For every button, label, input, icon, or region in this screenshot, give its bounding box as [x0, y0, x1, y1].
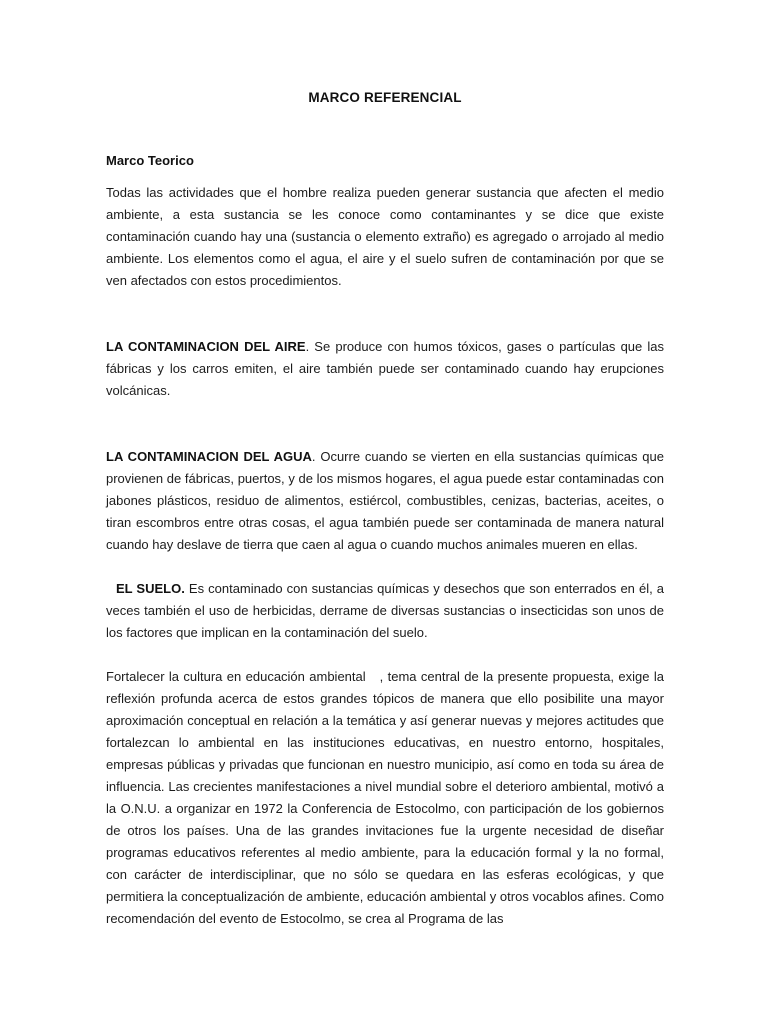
paragraph-contaminacion-aire [106, 292, 664, 402]
paragraph-contaminacion-agua [106, 402, 664, 556]
page-title: MARCO REFERENCIAL [308, 90, 462, 105]
paragraph-cierre-part-1: Fortalecer la cultura en educación ambiental [106, 669, 366, 684]
paragraph-cierre [106, 644, 664, 930]
document-text-column [106, 0, 664, 930]
run-in-heading-agua: LA CONTAMINACION DEL AGUA [106, 449, 312, 464]
paragraph-marco-teorico: Todas las actividades que el hombre realiza pueden generar sustancia que afecten el medio ambiente, a esta sustancia se les conoce como contaminantes y se dice que existe contaminación cuando hay una (sustancia o elemento extraño) es agregado o arrojado al medio ambiente. Los elementos como el agua, el aire y el suelo sufren de contaminación por que se ven afectados con estos procedimientos. [106, 185, 664, 288]
paragraph-aire-body: . Se produce con humos tóxicos, gases o partículas que las fábricas y los carros emiten, el aire también puede ser contaminado cuando hay erupciones volcánicas. [106, 339, 665, 398]
run-in-heading-aire: LA CONTAMINACION DEL AIRE [106, 339, 306, 354]
paragraph-agua-body: . Ocurre cuando se vierten en ella sustancias químicas que provienen de fábricas, puertos, y de los mismos hogares, el agua puede estar contaminadas con jabones plásticos, residuo de alimentos, estiércol, combustibles, cenizas, bacterias, aceites, o tiran escombros entre otras cosas, el agua también puede ser contaminada de manera natural cuando hay deslave de tierra que caen al agua o cuando muchos animales mueren en ellas. [106, 449, 664, 552]
run-in-heading-suelo: EL SUELO. [116, 581, 185, 596]
heading-marco-teorico: Marco Teorico [106, 153, 194, 168]
paragraph-cierre-part-2: , tema central de la presente propuesta, exige la reflexión profunda acerca de estos grandes tópicos de manera que ello posibilite una mayor aproximación conceptual en relación a la temática y así generar nuevas y mejores actitudes que fortalezcan lo ambiental en las instituciones educativas, en nuestro entorno, hospitales, empresas públicas y privadas que funcionan en nuestro municipio, así como en toda su área de influencia. Las crecientes manifestaciones a nivel mundial sobre el deterioro ambiental, motivó a la O.N.U. a organizar en 1972 la Conferencia de Estocolmo, con participación de los gobiernos de otros los países. Una de las grandes invitaciones fue la urgente necesidad de diseñar programas educativos referentes al medio ambiente, para la educación formal y la no formal, con carácter de interdisciplinar, que no sólo se quedara en las esferas ecológicas, y que permitiera la conceptualización de ambiente, educación ambiental y otros vocablos afines. Como recomendación del evento de Estocolmo, se crea al Programa de las [106, 669, 664, 926]
paragraph-suelo-body: Es contaminado con sustancias químicas y desechos que son enterrados en él, a veces también el uso de herbicidas, derrame de diversas sustancias o insecticidas son unos de los factores que implican en la contaminación del suelo. [106, 581, 664, 640]
paragraph-el-suelo [106, 556, 664, 644]
